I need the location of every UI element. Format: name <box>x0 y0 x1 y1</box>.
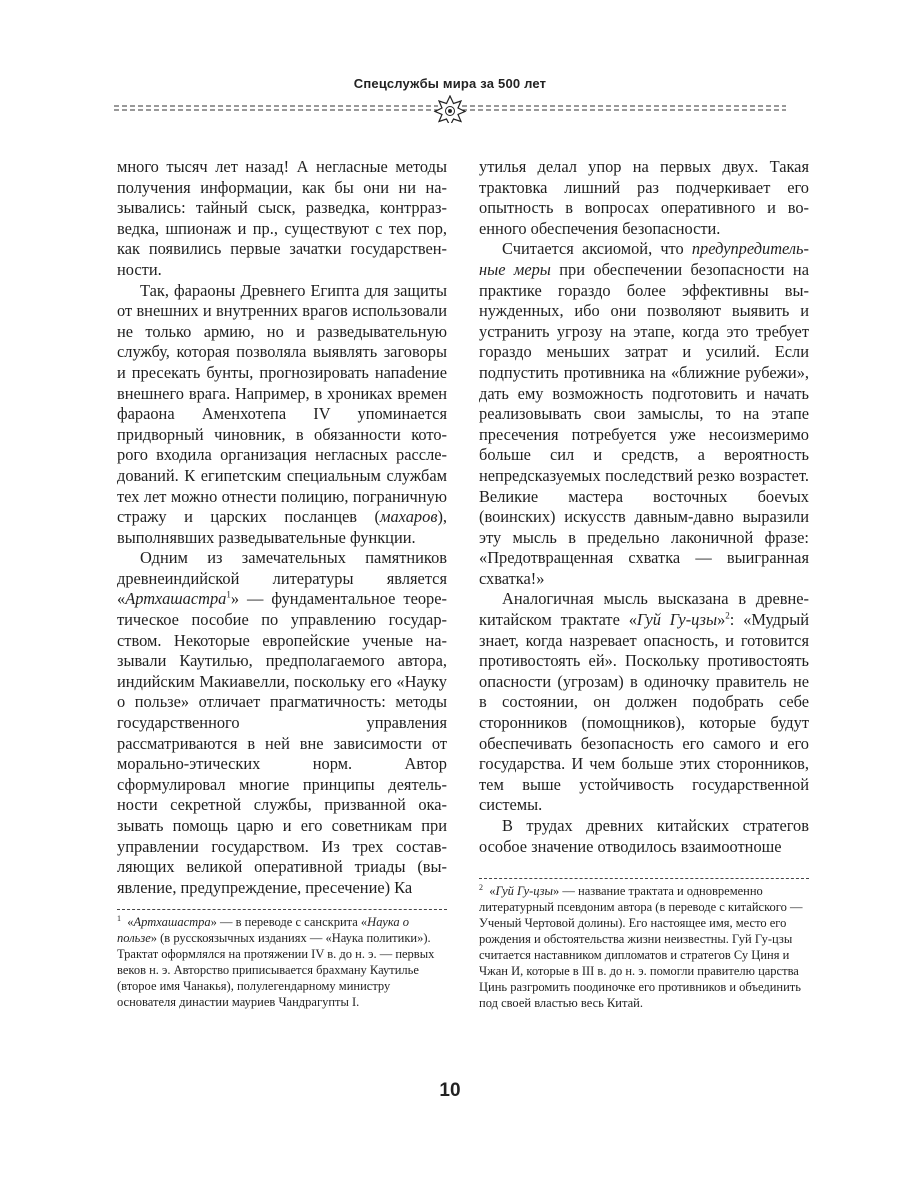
text-run: » — название трактата и одновременно литературный псевдоним автора (в переводе с китайского — Ученый Чертовой долины). Его настоящее имя, место его рождения и обстоятельства жизни неизвестны. Гуй Гу-цзы считается наставником дипломатов и стратегов Су Циня и Чжан И, которые в III в. до н. э. помогли правителю царства Цинь разгромить поодиночке его противников и объединить под своей властью весь Китай. <box>479 884 803 1010</box>
paragraph <box>479 239 809 589</box>
footnote-divider <box>117 909 447 910</box>
text-run: « <box>489 884 496 898</box>
paragraph <box>479 589 809 816</box>
text-run: » <box>717 610 726 630</box>
footnote-2 <box>479 883 809 1011</box>
text-run: Одним из замечательных памятников древнеиндийской литературы является « <box>117 548 447 609</box>
footnote-1 <box>117 914 447 1010</box>
text-run: Считается аксиомой, что <box>502 239 692 259</box>
footnote-ref[interactable]: 2 <box>725 610 730 621</box>
text-run: Аналогичная мысль высказана в древнекитайском трактате « <box>479 589 809 630</box>
italic-term: Гуй Гу-цзы <box>636 610 718 630</box>
text-run: : «Мудрый знает, когда назревает опасность, и готовится противостоять ей». Поскольку противостоять опасности (угрозам) в одиночку правитель не в состоянии, он должен подобрать себе сторонников (помощников), которые будут обеспечивать безопасность его самого и его государства. И чем больше этих сторонников, тем выше устойчивость государственной системы. <box>479 610 809 815</box>
text-run: « <box>127 915 134 929</box>
italic-term: Артхашастра <box>125 589 227 609</box>
running-title: Спецслужбы мира за 500 лет <box>353 76 547 91</box>
italic-term: Гуй Гу-цзы <box>495 884 554 898</box>
text-run: » (в русскоязычных изданиях — «Наука политики»). Трактат оформлялся на протяжении IV в. до н. э. — первых веков н. э. Авторство приписывается брахману Каутилье (второе имя Чанакья), полулегендарному министру основателя династии мауриев Чандрагупты I. <box>117 931 435 1009</box>
paragraph <box>117 281 447 549</box>
text-run: Так, фараоны Древнего Египта для защиты от внешних и внутренних врагов использовали не только армию, но и разведывательную службу, которая позволяла выявлять заговоры и пресекать бунты, прогнозировать напаdение внешнего врага. Например, в хрониках времен фараона Аменхотепа IV упоминается придворный чиновник, в обязанности которого входила организация негласных расследований. К египетским специальным службам тех лет можно отнести полицию, пограничную стражу и царских посланцев ( <box>117 280 447 527</box>
paragraph <box>117 548 447 898</box>
text-run: » — фундаментальное теоретическое пособие по управлению государством. Некоторые европейские ученые называли Каутилью, предполагаемого автора, индийским Макиавелли, поскольку его «Науку о пользе» отличает прагматичность: методы государственного управления рассматриваются в ней вне зависимости от морально-этических норм. Автор сформулировал многие принципы деятельности секретной службы, призванной оказывать помощь царю и его советникам при управлении государством. Из трех составляющих великой оперативной триады (выявление, предупреждение, пресечение) Ка <box>117 589 447 897</box>
italic-term: предупредительные меры <box>479 239 809 279</box>
star-compass-ornament-icon <box>112 95 788 123</box>
footnote-divider <box>479 878 809 879</box>
paragraph: утилья делал упор на первых двух. Такая трактовка лишний раз подчеркивает его опытность в вопросах оперативного и военного обеспечения безопасности. <box>479 157 809 238</box>
italic-term: Артхашастра <box>133 915 211 929</box>
italic-term: Наука о пользе <box>117 915 409 945</box>
page-number: 10 <box>439 1080 461 1101</box>
left-text-column <box>117 157 447 898</box>
text-run: ), выполнявших разведывательные функции. <box>117 507 447 547</box>
text-run: » — в переводе с санскрита « <box>210 915 368 929</box>
footnote-number: 2 <box>479 882 483 892</box>
italic-term: махаров <box>380 507 438 527</box>
footnote-ref[interactable]: 1 <box>226 590 231 600</box>
footnote-text <box>117 914 447 1010</box>
right-text-column <box>479 157 809 857</box>
paragraph: В трудах древних китайских стратегов особое значение отводилось взаимоотноше <box>479 816 809 856</box>
footnote-number: 1 <box>117 913 121 923</box>
text-run: при обеспечении безопасности на практике гораздо более эффективны вынужденных, ибо они позволяют выявить и устранить угрозу на этапе, когда это требует гораздо меньших затрат и усилий. Если подпустить противника на «ближние рубежи», дать ему возможность подготовить и начать реализовывать свои замыслы, то на этапе пресечения потребуется уже несоизмеримо больше сил и средств, а вероятность непредсказуемых последствий резко возрастет. Великие мастера восточных боеvых (воинских) искусств давным-давно выразили эту мысль в предельно лаконичной фразе: «Предотвращенная схватка — выигранная схватка!» <box>479 259 809 588</box>
paragraph: много тысяч лет назад! А негласные методы получения информации, как бы они ни назывались: тайный сыск, разведка, контрразведка, шпионаж и пр., существуют с тех пор, как появились первые зачатки государственности. <box>117 157 447 279</box>
footnote-text <box>479 883 809 1011</box>
